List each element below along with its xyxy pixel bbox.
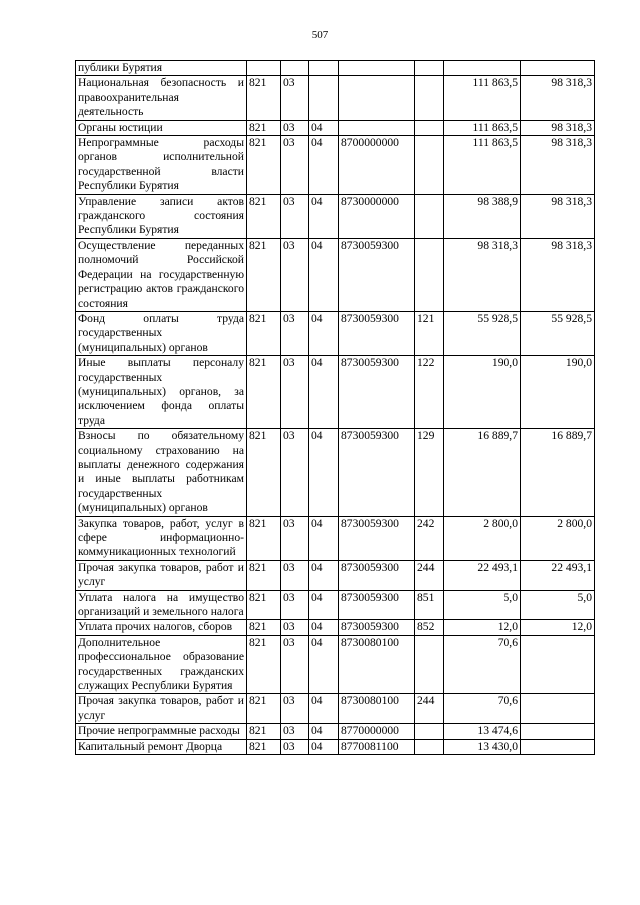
- table-row: [76, 724, 595, 739]
- cell-gr: [247, 61, 281, 76]
- table-row: [76, 76, 595, 120]
- cell-gr: 821: [247, 560, 281, 590]
- cell-vr: 129: [415, 429, 444, 516]
- cell-gr: 821: [247, 635, 281, 694]
- cell-rz: 03: [281, 136, 309, 195]
- cell-csr: 8700000000: [339, 136, 415, 195]
- cell-rz: 03: [281, 560, 309, 590]
- cell-sum-2: 16 889,7: [521, 429, 595, 516]
- cell-vr: [415, 61, 444, 76]
- cell-sum-2: 2 800,0: [521, 516, 595, 560]
- cell-vr: 242: [415, 516, 444, 560]
- table-row: [76, 120, 595, 135]
- table-row: [76, 238, 595, 311]
- cell-sum-1: 111 863,5: [444, 120, 521, 135]
- cell-rz: 03: [281, 635, 309, 694]
- cell-sum-2: [521, 739, 595, 754]
- cell-gr: 821: [247, 516, 281, 560]
- cell-gr: 821: [247, 194, 281, 238]
- cell-name: Органы юстиции: [76, 120, 247, 135]
- cell-rz: 03: [281, 356, 309, 429]
- cell-vr: 122: [415, 356, 444, 429]
- cell-gr: 821: [247, 311, 281, 355]
- table-row: [76, 739, 595, 754]
- cell-gr: 821: [247, 739, 281, 754]
- cell-vr: [415, 724, 444, 739]
- cell-sum-2: [521, 724, 595, 739]
- cell-name: Управление записи актов гражданского состояния Республики Бурятия: [76, 194, 247, 238]
- cell-vr: [415, 238, 444, 311]
- cell-vr: [415, 76, 444, 120]
- cell-gr: 821: [247, 76, 281, 120]
- cell-sum-1: 5,0: [444, 590, 521, 620]
- cell-vr: [415, 120, 444, 135]
- table-row: [76, 61, 595, 76]
- cell-vr: 244: [415, 560, 444, 590]
- cell-pr: 04: [309, 739, 339, 754]
- cell-vr: [415, 739, 444, 754]
- cell-vr: 121: [415, 311, 444, 355]
- page-number: 507: [311, 29, 329, 41]
- cell-csr: 8730059300: [339, 590, 415, 620]
- cell-name: Национальная безопасность и правоохранительная деятельность: [76, 76, 247, 120]
- cell-pr: 04: [309, 724, 339, 739]
- cell-vr: [415, 194, 444, 238]
- table-row: [76, 194, 595, 238]
- cell-csr: [339, 120, 415, 135]
- cell-sum-2: 98 318,3: [521, 136, 595, 195]
- cell-sum-1: 13 474,6: [444, 724, 521, 739]
- cell-pr: 04: [309, 136, 339, 195]
- cell-sum-2: 12,0: [521, 620, 595, 635]
- cell-sum-1: 70,6: [444, 635, 521, 694]
- cell-pr: 04: [309, 120, 339, 135]
- cell-csr: 8730059300: [339, 311, 415, 355]
- cell-sum-1: 98 318,3: [444, 238, 521, 311]
- cell-sum-1: 55 928,5: [444, 311, 521, 355]
- cell-pr: 04: [309, 429, 339, 516]
- cell-gr: 821: [247, 694, 281, 724]
- cell-sum-2: 22 493,1: [521, 560, 595, 590]
- cell-rz: 03: [281, 76, 309, 120]
- cell-sum-2: 98 318,3: [521, 76, 595, 120]
- cell-csr: 8770081100: [339, 739, 415, 754]
- cell-pr: 04: [309, 590, 339, 620]
- cell-sum-1: 190,0: [444, 356, 521, 429]
- cell-name: Прочая закупка товаров, работ и услуг: [76, 694, 247, 724]
- cell-rz: 03: [281, 238, 309, 311]
- cell-rz: 03: [281, 739, 309, 754]
- cell-rz: 03: [281, 120, 309, 135]
- cell-sum-1: 12,0: [444, 620, 521, 635]
- cell-sum-2: 98 318,3: [521, 120, 595, 135]
- cell-rz: 03: [281, 311, 309, 355]
- cell-gr: 821: [247, 724, 281, 739]
- cell-csr: 8770000000: [339, 724, 415, 739]
- cell-sum-1: 16 889,7: [444, 429, 521, 516]
- cell-rz: 03: [281, 194, 309, 238]
- table-row: [76, 356, 595, 429]
- cell-rz: 03: [281, 590, 309, 620]
- table-row: [76, 635, 595, 694]
- cell-rz: 03: [281, 516, 309, 560]
- cell-csr: 8730080100: [339, 694, 415, 724]
- cell-vr: [415, 136, 444, 195]
- cell-csr: 8730059300: [339, 620, 415, 635]
- budget-table: [75, 60, 595, 755]
- cell-name: Прочие непрограммные расходы: [76, 724, 247, 739]
- table-row: [76, 136, 595, 195]
- cell-gr: 821: [247, 590, 281, 620]
- cell-name: Иные выплаты персоналу государственных (муниципальных) органов, за исключением фонда оплаты труда: [76, 356, 247, 429]
- cell-sum-1: 13 430,0: [444, 739, 521, 754]
- cell-gr: 821: [247, 356, 281, 429]
- cell-sum-2: 190,0: [521, 356, 595, 429]
- cell-name: Непрограммные расходы органов исполнительной государственной власти Республики Бурятия: [76, 136, 247, 195]
- cell-sum-2: [521, 61, 595, 76]
- cell-pr: [309, 76, 339, 120]
- cell-pr: 04: [309, 635, 339, 694]
- cell-sum-2: 98 318,3: [521, 194, 595, 238]
- cell-pr: 04: [309, 194, 339, 238]
- cell-csr: 8730059300: [339, 560, 415, 590]
- table-row: [76, 694, 595, 724]
- table-body: [76, 61, 595, 755]
- cell-gr: 821: [247, 238, 281, 311]
- cell-vr: 244: [415, 694, 444, 724]
- cell-name: Дополнительное профессиональное образование государственных гражданских служащих Республики Бурятия: [76, 635, 247, 694]
- cell-csr: 8730000000: [339, 194, 415, 238]
- cell-sum-1: [444, 61, 521, 76]
- cell-vr: [415, 635, 444, 694]
- cell-gr: 821: [247, 620, 281, 635]
- table-row: [76, 560, 595, 590]
- cell-name: Уплата налога на имущество организаций и земельного налога: [76, 590, 247, 620]
- cell-rz: [281, 61, 309, 76]
- cell-gr: 821: [247, 136, 281, 195]
- cell-pr: 04: [309, 560, 339, 590]
- cell-gr: 821: [247, 429, 281, 516]
- cell-rz: 03: [281, 724, 309, 739]
- cell-csr: 8730059300: [339, 356, 415, 429]
- cell-csr: [339, 61, 415, 76]
- cell-sum-1: 70,6: [444, 694, 521, 724]
- cell-csr: [339, 76, 415, 120]
- cell-rz: 03: [281, 694, 309, 724]
- cell-gr: 821: [247, 120, 281, 135]
- cell-pr: 04: [309, 238, 339, 311]
- table-row: [76, 429, 595, 516]
- cell-vr: 852: [415, 620, 444, 635]
- cell-csr: 8730059300: [339, 238, 415, 311]
- cell-sum-1: 111 863,5: [444, 136, 521, 195]
- table-row: [76, 620, 595, 635]
- cell-sum-1: 98 388,9: [444, 194, 521, 238]
- cell-name: Капитальный ремонт Дворца: [76, 739, 247, 754]
- cell-name: Взносы по обязательному социальному страхованию на выплаты денежного содержания и иные выплаты работникам государственных (муниципальных) органов: [76, 429, 247, 516]
- cell-sum-2: [521, 635, 595, 694]
- cell-sum-2: [521, 694, 595, 724]
- cell-name: Осуществление переданных полномочий Российской Федерации на государственную регистрацию актов гражданского состояния: [76, 238, 247, 311]
- cell-sum-1: 2 800,0: [444, 516, 521, 560]
- cell-name: публики Бурятия: [76, 61, 247, 76]
- cell-pr: 04: [309, 516, 339, 560]
- cell-csr: 8730059300: [339, 516, 415, 560]
- cell-sum-2: 98 318,3: [521, 238, 595, 311]
- cell-sum-1: 22 493,1: [444, 560, 521, 590]
- cell-name: Прочая закупка товаров, работ и услуг: [76, 560, 247, 590]
- cell-sum-2: 55 928,5: [521, 311, 595, 355]
- cell-vr: 851: [415, 590, 444, 620]
- cell-csr: 8730059300: [339, 429, 415, 516]
- cell-pr: 04: [309, 356, 339, 429]
- cell-name: Закупка товаров, работ, услуг в сфере информационно-коммуникационных технологий: [76, 516, 247, 560]
- cell-sum-1: 111 863,5: [444, 76, 521, 120]
- cell-pr: 04: [309, 311, 339, 355]
- cell-rz: 03: [281, 620, 309, 635]
- cell-csr: 8730080100: [339, 635, 415, 694]
- table-row: [76, 516, 595, 560]
- cell-pr: 04: [309, 620, 339, 635]
- table-row: [76, 311, 595, 355]
- cell-name: Фонд оплаты труда государственных (муниципальных) органов: [76, 311, 247, 355]
- cell-pr: [309, 61, 339, 76]
- cell-sum-2: 5,0: [521, 590, 595, 620]
- cell-pr: 04: [309, 694, 339, 724]
- table-row: [76, 590, 595, 620]
- cell-name: Уплата прочих налогов, сборов: [76, 620, 247, 635]
- cell-rz: 03: [281, 429, 309, 516]
